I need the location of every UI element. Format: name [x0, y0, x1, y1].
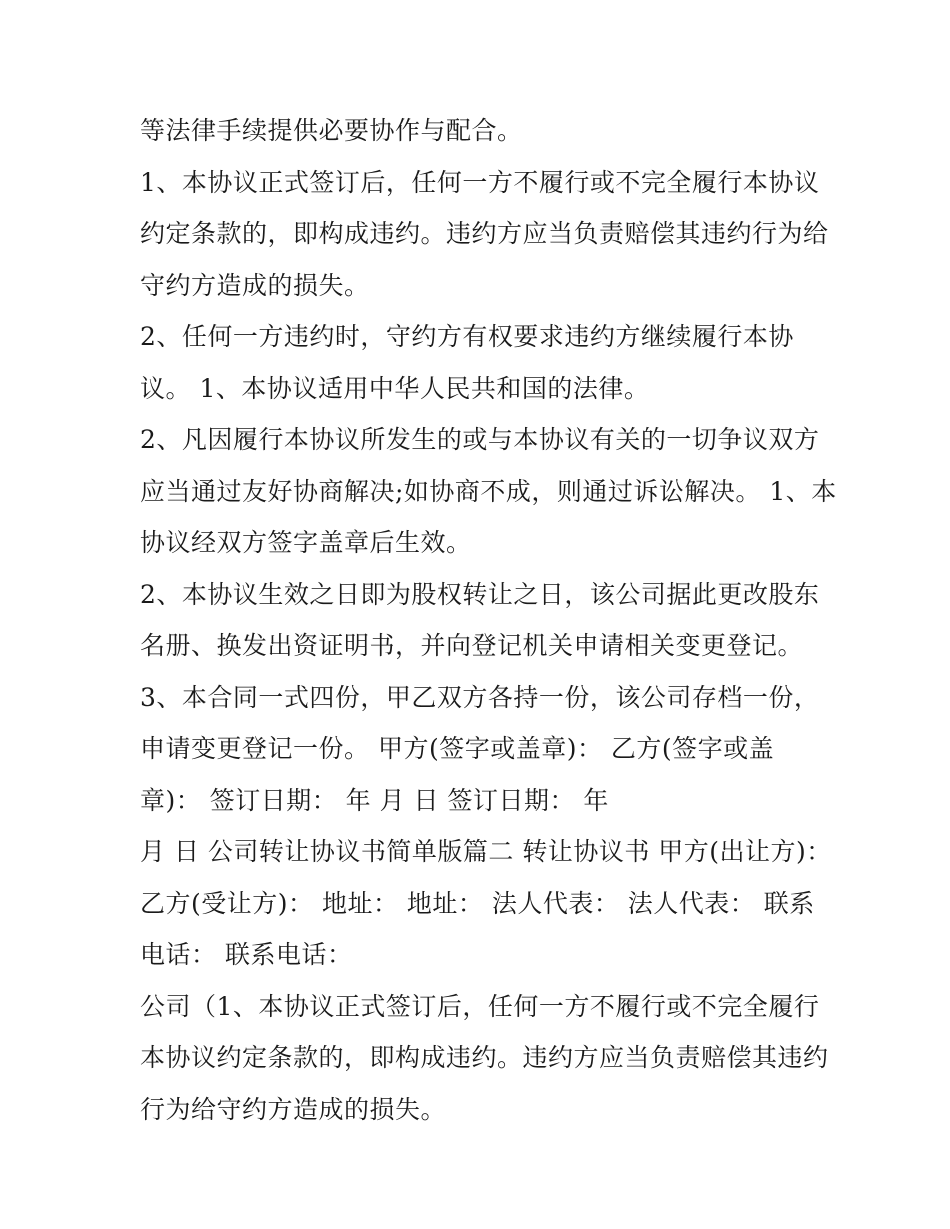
- text-line: 公司（1、本协议正式签订后，任何一方不履行或不完全履行: [140, 991, 820, 1021]
- text-line: 乙方(受让方)： 地址： 地址： 法人代表： 法人代表： 联系: [140, 888, 815, 918]
- text-line: 月 日 公司转让协议书简单版篇二 转让协议书 甲方(出让方)：: [140, 837, 832, 866]
- text-line: 行为给守约方造成的损失。: [140, 1094, 447, 1124]
- text-line: 协议经双方签字盖章后生效。: [140, 528, 472, 557]
- text-line: 本协议约定条款的，即构成违约。违约方应当负责赔偿其违约: [140, 1043, 829, 1072]
- text-line: 2、本协议生效之日即为股权转让之日，该公司据此更改股东: [140, 579, 820, 609]
- text-line: 2、任何一方违约时，守约方有权要求违约方继续履行本协: [140, 322, 794, 351]
- text-line: 申请变更登记一份。 甲方(签字或盖章)： 乙方(签字或盖: [140, 734, 775, 763]
- text-line: 约定条款的，即构成违约。违约方应当负责赔偿其违约行为给: [140, 219, 829, 248]
- text-line: 电话： 联系电话：: [140, 940, 353, 969]
- text-line: 2、凡因履行本协议所发生的或与本协议有关的一切争议双方: [140, 425, 820, 454]
- text-line: 议。 1、本协议适用中华人民共和国的法律。: [140, 373, 650, 403]
- text-line: 应当通过友好协商解决;如协商不成，则通过诉讼解决。 1、本: [140, 476, 837, 506]
- text-line: 3、本合同一式四份，甲乙双方各持一份，该公司存档一份，: [140, 682, 820, 712]
- text-line: 1、本协议正式签订后，任何一方不履行或不完全履行本协议: [140, 167, 820, 197]
- text-line: 名册、换发出资证明书，并向登记机关申请相关变更登记。: [140, 631, 804, 660]
- text-line: 章)： 签订日期： 年 月 日 签订日期： 年: [140, 785, 609, 815]
- document-body: [140, 105, 837, 1135]
- text-line: 守约方造成的损失。: [140, 270, 370, 300]
- text-line: 等法律手续提供必要协作与配合。: [140, 116, 523, 145]
